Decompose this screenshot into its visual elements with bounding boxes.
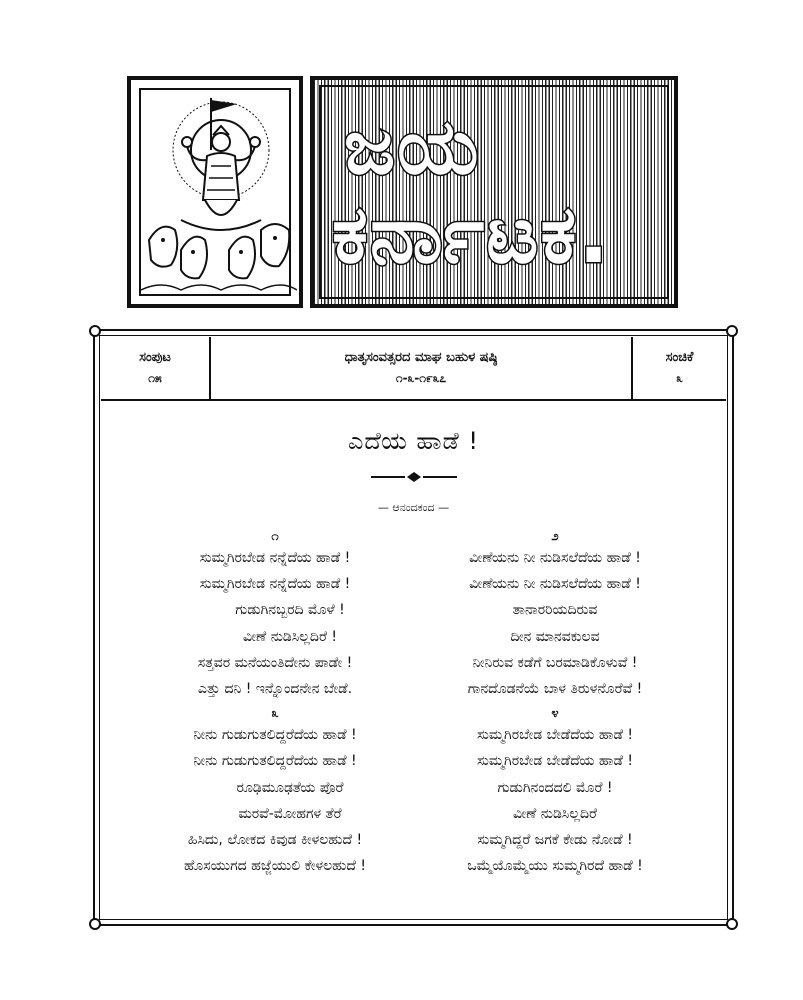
- corner-ornament: [726, 918, 738, 930]
- date-cell: [211, 337, 631, 399]
- deity-chariot-image: [141, 90, 297, 302]
- poem-column-right: [410, 529, 700, 879]
- poem-line: ರೂಢಿಮೂಢತೆಯ ಪೊರೆ: [236, 779, 344, 796]
- volume-cell: [101, 337, 211, 399]
- poem-title: ಎದೆಯ ಹಾಡೆ !: [347, 427, 480, 455]
- poem-line: ಸುಮ್ಮಗಿರಬೇಡ ನನ್ನೆದೆಯ ಹಾಡೆ !: [199, 550, 351, 566]
- masthead-title-line-1: ಜಯ: [344, 102, 481, 191]
- poem-line: ದೀನ ಮಾನವಕುಲವ: [510, 628, 600, 645]
- poem-line: ನೀನಿರುವ ಕಡೆಗೆ ಬರಮಾಡಿಕೊಳುವೆ !: [472, 654, 638, 671]
- poem-line: ಸುಮ್ಮಗಿದ್ದರೆ ಜಗಕೆ ಕೇಡು ನೋಡೆ !: [477, 831, 633, 848]
- date-line-2: ೧-೩-೧೯೩೭: [395, 371, 447, 385]
- poem-line: ಮರವೆ-ಮೋಹಗಳ ತೆರೆ: [238, 805, 342, 822]
- poem-line: ವೀಣೆ ನುಡಿಸಿಲ್ಲದಿರೆ: [513, 805, 597, 822]
- poem-line: ಸುಮ್ಮಗಿರಬೇಡ ನನ್ನೆದೆಯ ಹಾಡೆ !: [199, 576, 351, 593]
- masthead-illustration: [127, 76, 303, 308]
- volume-value: ೧೫: [148, 371, 162, 385]
- content-frame: [93, 329, 734, 926]
- poem-line: ನೀನು ಗುಡುಗುತಲಿದ್ದರೆದೆಯ ಹಾಡೆ !: [193, 727, 357, 744]
- issue-value: ೩: [676, 371, 683, 385]
- poem-line: ಹಿಸಿದು, ಲೋಕದ ಕಿವುಡ ಕೀಳಲಹುದೆ !: [187, 831, 363, 848]
- poem-line: ಹೊಸಯುಗದ ಹಜ್ಜೆಯುಲಿ ಕೇಳಲಹುದೆ !: [184, 858, 366, 875]
- poem-line: ಸುಮ್ಮಗಿರಬೇಡ ಬೇಡೆದೆಯ ಹಾಡೆ !: [476, 753, 634, 770]
- poem-line: ಗುಡುಗಿನಂದದಲಿ ಮೊರೆ !: [497, 779, 613, 796]
- poem-line: ಗಾನದೊಡನೆಯೆ ಬಾಳ ತಿರುಳನೊರೆವೆ !: [467, 680, 643, 697]
- poem-line: ಗುಡುಗಿನಬ್ಬರದಿ ಮೊಳೆ !: [235, 602, 345, 619]
- issue-cell: [631, 337, 726, 399]
- stanza-number: ೩: [271, 706, 279, 722]
- divider-ornament: [371, 471, 457, 483]
- poem-line: ಸುಮ್ಮಗಿರಬೇಡ ಬೇಡೆದೆಯ ಹಾಡೆ !: [476, 727, 634, 744]
- masthead-title-line-2: ಕರ್ನಾಟಕ.: [332, 188, 611, 281]
- masthead-title-panel: [310, 76, 678, 308]
- issue-header: [101, 337, 726, 401]
- stanza-number: ೧: [271, 529, 279, 544]
- poem-line: ಸತ್ತವರ ಮನೆಯಂತಿದೇನು ಪಾಡೇ !: [197, 654, 353, 671]
- volume-label: ಸಂಪುಟ: [139, 350, 171, 365]
- poem-author: — ಆನಂದಕಂದ —: [377, 501, 450, 514]
- poem-line: ತಾನಾರರಿಯದಿರುವ: [512, 602, 598, 619]
- poem-line: ವೀಣೆ ನುಡಿಸಿಲ್ಲದಿರೆ !: [242, 628, 337, 645]
- poem-line: ನೀನು ಗುಡುಗುತಲಿದ್ದರೆದೆಯ ಹಾಡೆ !: [193, 753, 357, 770]
- corner-ornament: [726, 325, 738, 337]
- poem-column-left: [130, 529, 420, 879]
- stanza-number: ೨: [551, 529, 559, 544]
- date-line-1: ಧಾತೃಸಂವತ್ಸರದ ಮಾಘ ಬಹುಳ ಷಷ್ಠಿ: [344, 350, 498, 365]
- corner-ornament: [89, 325, 101, 337]
- poem-line: ಎತ್ತು ದನಿ ! ಇನ್ನೊಂದನೇನ ಬೇಡೆ.: [197, 680, 353, 697]
- poem-line: ವೀಣೆಯನು ನೀ ನುಡಿಸಲೆದೆಯ ಹಾಡೆ !: [469, 550, 641, 566]
- corner-ornament: [89, 918, 101, 930]
- issue-label: ಸಂಚಿಕೆ: [665, 350, 694, 365]
- stanza-number: ೪: [551, 706, 559, 722]
- poem-line: ವೀಣೆಯನು ನೀ ನುಡಿಸಲೆದೆಯ ಹಾಡೆ !: [469, 576, 641, 593]
- poem-line: ಒಮ್ಮೆಯೊಮ್ಮೆಯು ಸುಮ್ಮಗಿರದೆ ಹಾಡೆ !: [467, 858, 643, 875]
